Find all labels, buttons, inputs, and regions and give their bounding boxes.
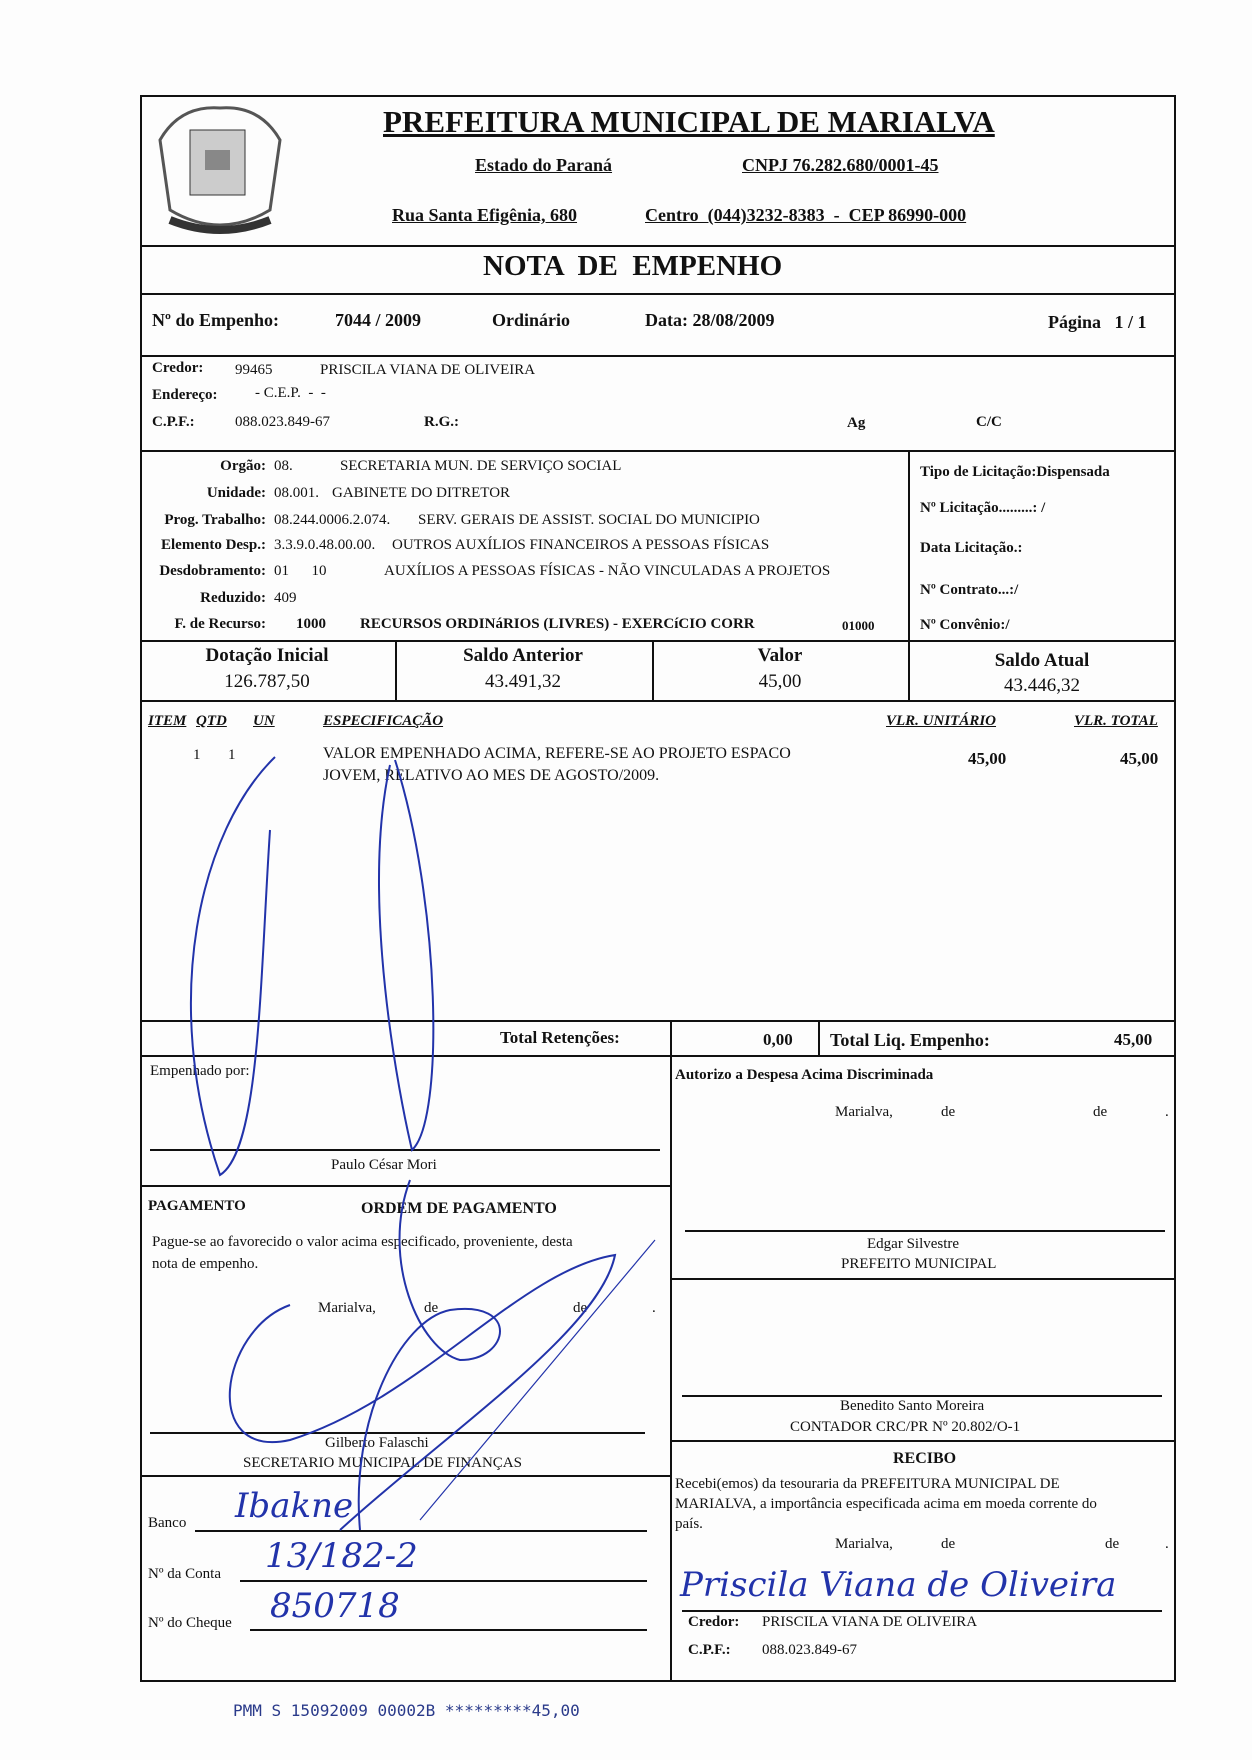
balance-value: 43.491,32 [485,671,561,692]
pagamento-de-2: de [573,1300,588,1316]
classification-description: SERV. GERAIS DE ASSIST. SOCIAL DO MUNICIPIO [418,512,760,528]
conta-label: Nº da Conta [148,1566,221,1582]
total-liquido-value: 45,00 [1114,1030,1153,1049]
header-address: Rua Santa Efigênia, 680 [392,205,578,225]
autorizo-place: Marialva, [835,1104,893,1120]
balance-label: Saldo Atual [994,650,1090,671]
pagamento-place: Marialva, [318,1300,376,1316]
pagamento-dot: . [652,1300,656,1316]
col-spec: ESPECIFICAÇÃO [323,713,444,729]
classification-label: Orgão: [220,458,266,474]
cheque-label: Nº do Cheque [148,1615,232,1631]
balance-label: Dotação Inicial [205,645,329,666]
banco-label: Banco [148,1515,187,1531]
cpf-label: C.P.F.: [152,414,195,430]
header-contact: Centro (044)3232-8383 - CEP 86990-000 [645,205,967,225]
autorizo-de-2: de [1093,1104,1108,1120]
classification-description: OUTROS AUXÍLIOS FINANCEIROS A PESSOAS FÍSICAS [392,537,770,553]
classification-extra: 01000 [842,618,875,633]
balance-label: Valor [757,645,803,666]
empenho-number: 7044 / 2009 [335,310,422,330]
empenhado-signer: Paulo César Mori [331,1157,437,1173]
recibo-text-3: país. [675,1516,703,1532]
form-border [140,95,1176,1682]
recibo-cpf-label: C.P.F.: [688,1642,731,1658]
address-label: Endereço: [152,387,218,403]
col-un: UN [253,713,275,729]
classification-description: RECURSOS ORDINáRIOS (LIVRES) - EXERCíCIO CORR [360,616,755,632]
classification-code: 409 [274,590,297,606]
classification-code: 08.244.0006.2.074. [274,512,391,528]
cpf-value: 088.023.849-67 [235,414,330,430]
row-qtd: 1 [228,747,236,763]
recibo-dot: . [1165,1536,1169,1552]
autorizo-label: Autorizo a Despesa Acima Discriminada [675,1067,934,1083]
recibo-text-1: Recebi(emos) da tesouraria da PREFEITURA MUNICIPAL DE [675,1476,1060,1492]
classification-code: 01 10 [274,563,327,579]
prefeito-name: Edgar Silvestre [867,1236,960,1252]
recibo-de-1: de [941,1536,956,1552]
contador-role: CONTADOR CRC/PR Nº 20.802/O-1 [790,1419,1021,1435]
recibo-credor-label: Credor: [688,1614,740,1630]
recibo-cpf: 088.023.849-67 [762,1642,857,1658]
col-qtd: QTD [196,713,227,729]
empenhado-por-label: Empenhado por: [150,1063,250,1079]
header-state: Estado do Paraná [475,155,613,175]
classification-label: Reduzido: [200,590,266,606]
contador-name: Benedito Santo Moreira [840,1398,985,1414]
pagamento-de-1: de [424,1300,439,1316]
empenho-date: Data: 28/08/2009 [645,310,775,330]
secretario-signer: Gilberto Falaschi [325,1435,429,1451]
pagamento-text-1: Pague-se ao favorecido o valor acima especificado, proveniente, desta [152,1234,573,1250]
row-spec-2: JOVEM, RELATIVO AO MES DE AGOSTO/2009. [323,767,660,784]
data-licitacao: Data Licitação.: [920,540,1023,556]
numero-licitacao: Nº Licitação.........: / [920,500,1046,516]
autorizo-de-1: de [941,1104,956,1120]
document-title: NOTA DE EMPENHO [483,250,783,282]
ag-label: Ag [847,415,866,431]
col-unit-value: VLR. UNITÁRIO [886,713,997,729]
credor-signature: Priscila Viana de Oliveira [680,1565,1117,1605]
col-item: ITEM [148,713,187,729]
prefeito-role: PREFEITO MUNICIPAL [841,1256,997,1272]
balance-value: 126.787,50 [224,671,310,692]
address-value: - C.E.P. - - [255,385,326,401]
classification-description: AUXÍLIOS A PESSOAS FÍSICAS - NÃO VINCULADAS A PROJETOS [384,563,831,579]
classification-label: F. de Recurso: [174,616,266,632]
tipo-licitacao: Tipo de Licitação:Dispensada [920,464,1110,480]
row-spec-1: VALOR EMPENHADO ACIMA, REFERE-SE AO PROJETO ESPACO [323,745,791,762]
credor-code: 99465 [235,362,273,378]
rg-label: R.G.: [424,414,459,430]
classification-code: 3.3.9.0.48.00.00. [274,537,376,553]
total-liquido-label: Total Liq. Empenho: [830,1030,990,1050]
empenho-type: Ordinário [492,310,571,330]
classification-code: 08.001. [274,485,319,501]
classification-label: Desdobramento: [159,563,266,579]
ordem-pagamento-title: ORDEM DE PAGAMENTO [361,1200,557,1217]
header-title: PREFEITURA MUNICIPAL DE MARIALVA [383,104,995,139]
classification-description: GABINETE DO DITRETOR [332,485,511,501]
autorizo-dot: . [1165,1104,1169,1120]
cc-label: C/C [976,414,1002,430]
conta-value: 13/182-2 [265,1536,418,1576]
recibo-place: Marialva, [835,1536,893,1552]
recibo-title: RECIBO [893,1450,957,1467]
col-total-value: VLR. TOTAL [1074,713,1158,729]
payment-stamp: PMM S 15092009 00002B *********45,00 [233,1701,580,1720]
total-retencoes-value: 0,00 [763,1030,793,1049]
classification-code: 1000 [296,616,326,632]
header-cnpj: CNPJ 76.282.680/0001-45 [742,155,939,175]
banco-value: Ibakne [235,1486,354,1526]
total-retencoes-label: Total Retenções: [500,1028,620,1047]
pagamento-text-2: nota de empenho. [152,1256,259,1272]
classification-label: Unidade: [206,485,266,501]
credor-name: PRISCILA VIANA DE OLIVEIRA [320,362,536,378]
pagamento-label: PAGAMENTO [148,1198,246,1214]
recibo-credor-name: PRISCILA VIANA DE OLIVEIRA [762,1614,978,1630]
balance-value: 43.446,32 [1004,675,1080,696]
balance-label: Saldo Anterior [463,645,583,666]
coat-of-arms-logo [150,100,290,240]
row-item: 1 [193,747,201,763]
numero-contrato: Nº Contrato...:/ [920,582,1019,598]
row-unit: 45,00 [968,749,1007,768]
cheque-value: 850718 [270,1586,400,1626]
classification-label: Elemento Desp.: [161,537,266,553]
numero-convenio: Nº Convênio:/ [920,617,1010,633]
classification-description: SECRETARIA MUN. DE SERVIÇO SOCIAL [340,458,622,474]
recibo-de-2: de [1105,1536,1120,1552]
page-number: Página 1 / 1 [1048,312,1147,332]
empenho-label: Nº do Empenho: [152,310,279,330]
credor-label: Credor: [152,360,204,376]
row-total: 45,00 [1120,749,1159,768]
recibo-text-2: MARIALVA, a importância especificada acima em moeda corrente do [675,1496,1097,1512]
balance-value: 45,00 [758,671,802,692]
secretario-role: SECRETARIO MUNICIPAL DE FINANÇAS [243,1455,522,1471]
classification-label: Prog. Trabalho: [164,512,266,528]
classification-code: 08. [274,458,293,474]
